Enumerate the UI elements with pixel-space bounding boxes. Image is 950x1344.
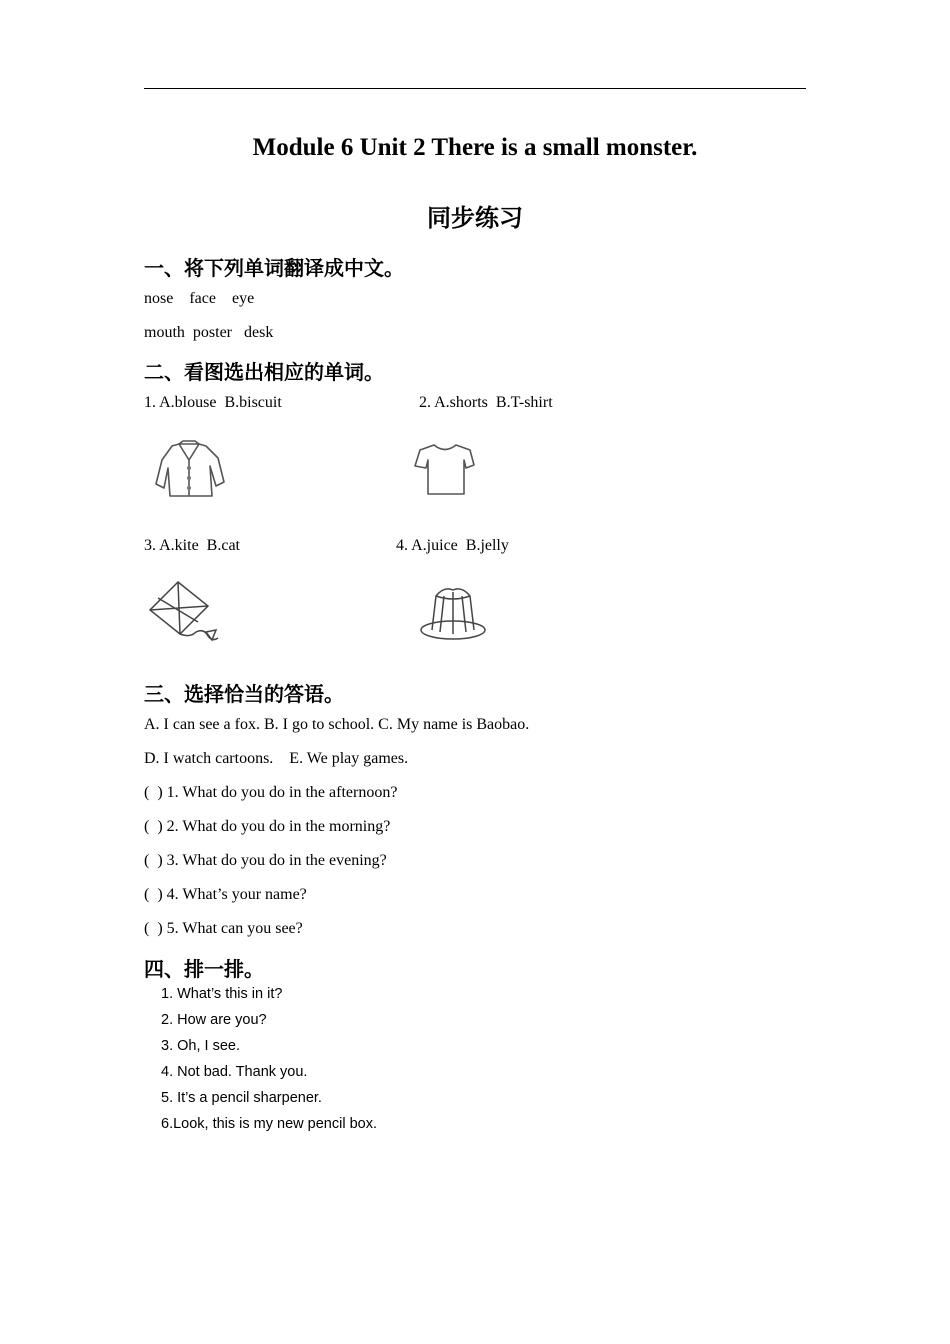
header-rule (144, 88, 806, 89)
section1-line: mouth poster desk (144, 324, 274, 341)
section1-heading: 一、将下列单词翻译成中文。 (144, 256, 404, 280)
section1-line: nose face eye (144, 290, 255, 307)
section2-heading: 二、看图选出相应的单词。 (144, 360, 384, 384)
section4-item: 2. How are you? (161, 1012, 267, 1028)
section4-item: 1. What’s this in it? (161, 986, 283, 1002)
section2-item: 4. A.juice B.jelly (396, 537, 509, 554)
section3-options: D. I watch cartoons. E. We play games. (144, 750, 409, 767)
kite-icon (146, 578, 222, 646)
section3-heading: 三、选择恰当的答语。 (144, 682, 344, 706)
section3-question: ( ) 3. What do you do in the evening? (144, 852, 387, 869)
page-subtitle: 同步练习 (427, 204, 523, 232)
section4-item: 6.Look, this is my new pencil box. (161, 1116, 377, 1132)
section4-heading: 四、排一排。 (144, 957, 264, 981)
section3-question: ( ) 5. What can you see? (144, 920, 303, 937)
section2-item: 3. A.kite B.cat (144, 537, 240, 554)
section3-question: ( ) 1. What do you do in the afternoon? (144, 784, 398, 801)
section2-item: 1. A.blouse B.biscuit (144, 394, 282, 411)
section2-item: 2. A.shorts B.T-shirt (419, 394, 553, 411)
page-title: Module 6 Unit 2 There is a small monster. (252, 134, 698, 161)
section4-item: 4. Not bad. Thank you. (161, 1064, 308, 1080)
section3-question: ( ) 4. What’s your name? (144, 886, 307, 903)
section3-question: ( ) 2. What do you do in the morning? (144, 818, 391, 835)
blouse-icon (152, 438, 228, 502)
section3-options: A. I can see a fox. B. I go to school. C. My name is Baobao. (144, 716, 530, 733)
tshirt-icon (412, 440, 476, 498)
section4-item: 5. It’s a pencil sharpener. (161, 1090, 322, 1106)
jelly-icon (418, 582, 488, 642)
section4-item: 3. Oh, I see. (161, 1038, 240, 1054)
